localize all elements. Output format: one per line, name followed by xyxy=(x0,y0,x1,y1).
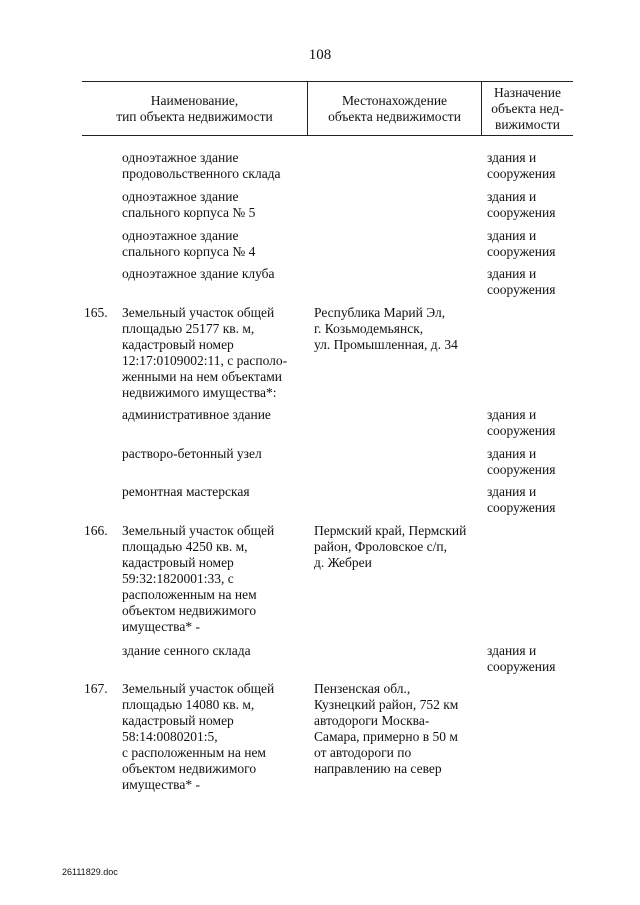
header-purpose: Назначение объекта нед- вижимости xyxy=(491,84,564,132)
object-name: одноэтажное здание клуба xyxy=(122,266,275,281)
object-purpose: здания и сооружения xyxy=(487,446,556,477)
object-purpose: здания и сооружения xyxy=(487,484,556,515)
land-plot-description: Земельный участок общей площадью 25177 кв. м, кадастровый номер 12:17:0109002:11, с располо- женными на нем объектами недвижимого имущества*: xyxy=(122,305,288,400)
item-number: 167. xyxy=(84,681,108,696)
object-name: одноэтажное здание спального корпуса № 4 xyxy=(122,228,256,259)
object-name: здание сенного склада xyxy=(122,643,251,658)
object-purpose: здания и сооружения xyxy=(487,189,556,220)
land-plot-description: Земельный участок общей площадью 14080 кв. м, кадастровый номер 58:14:0080201:5, с расположенным на нем объектом недвижимого имущества* - xyxy=(122,681,275,792)
item-number: 166. xyxy=(84,523,108,538)
object-purpose: здания и сооружения xyxy=(487,643,556,674)
object-name: одноэтажное здание продовольственного склада xyxy=(122,150,281,181)
header-location: Местонахождение объекта недвижимости xyxy=(328,92,461,124)
file-name-footer: 26111829.doc xyxy=(62,867,118,877)
land-plot-description: Земельный участок общей площадью 4250 кв. м, кадастровый номер 59:32:1820001:33, с расположенным на нем объектом недвижимого имущества* - xyxy=(122,523,275,634)
item-number: 165. xyxy=(84,305,108,320)
object-name: одноэтажное здание спального корпуса № 5 xyxy=(122,189,256,220)
object-name: ремонтная мастерская xyxy=(122,484,250,499)
object-purpose: здания и сооружения xyxy=(487,266,556,297)
table-header xyxy=(82,81,573,136)
header-name-type: Наименование, тип объекта недвижимости xyxy=(116,92,273,124)
object-name: административное здание xyxy=(122,407,271,422)
object-purpose: здания и сооружения xyxy=(487,150,556,181)
land-plot-location: Пермский край, Пермский район, Фроловское с/п, д. Жебреи xyxy=(314,523,467,570)
land-plot-location: Пензенская обл., Кузнецкий район, 752 км автодороги Москва- Самара, примерно в 50 м от автодороги по направлению на север xyxy=(314,681,459,776)
land-plot-location: Республика Марий Эл, г. Козьмодемьянск, ул. Промышленная, д. 34 xyxy=(314,305,458,352)
object-name: растворо-бетонный узел xyxy=(122,446,262,461)
page-number: 108 xyxy=(308,47,332,63)
object-purpose: здания и сооружения xyxy=(487,228,556,259)
object-purpose: здания и сооружения xyxy=(487,407,556,438)
